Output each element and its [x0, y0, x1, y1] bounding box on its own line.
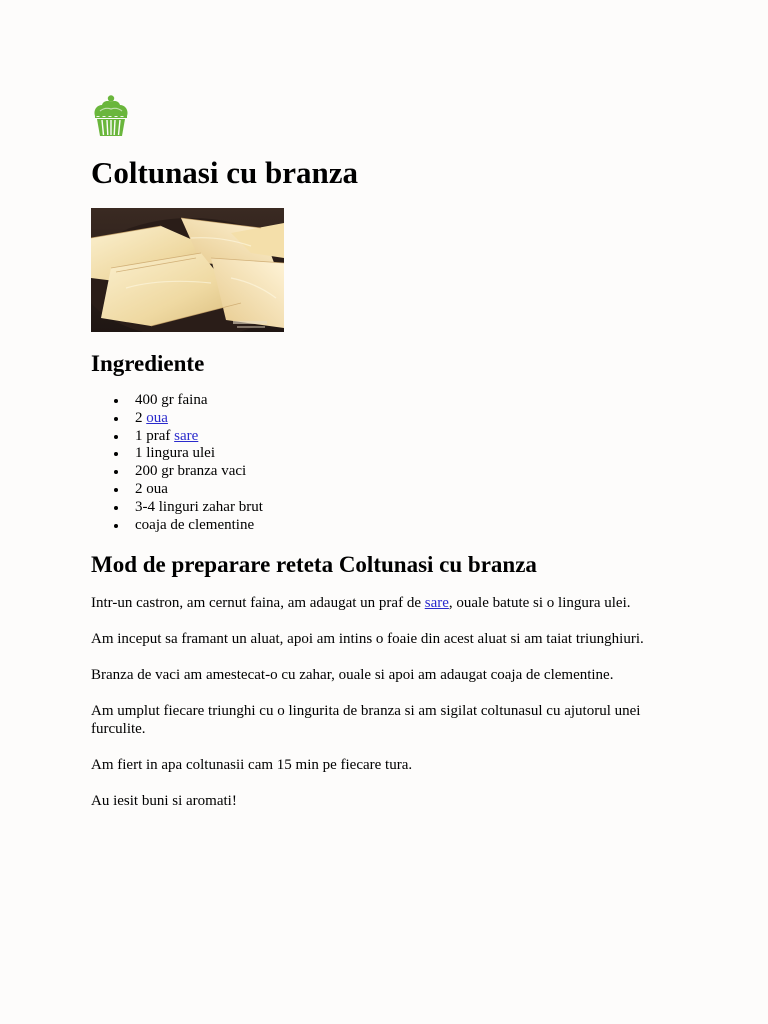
- recipe-photo: [91, 208, 284, 332]
- ingredient-item: [135, 428, 681, 446]
- step-text: Intr-un castron, am cernut faina, am adaugat un praf de: [91, 595, 425, 612]
- step-paragraph: Au iesit buni si aromati!: [91, 793, 237, 810]
- ingredient-text: 1 lingura ulei: [135, 445, 215, 462]
- step-paragraph: Branza de vaci am amestecat-o cu zahar, ouale si apoi am adaugat coaja de clementine.: [91, 667, 614, 684]
- ingredient-text: 2 oua: [135, 480, 168, 497]
- ingredient-item: [135, 463, 681, 481]
- preparation-heading: Mod de preparare reteta Coltunasi cu branza: [91, 552, 537, 578]
- ingredients-heading: Ingrediente: [91, 351, 205, 376]
- ingredient-item: [135, 481, 681, 499]
- step-text: , ouale batute si o lingura ulei.: [448, 595, 631, 612]
- ingredient-item: [135, 499, 681, 517]
- ingredient-item: [135, 517, 681, 535]
- step-paragraph: Am fiert in apa coltunasii cam 15 min pe fiecare tura.: [91, 757, 413, 774]
- ingredient-text: 3-4 linguri zahar brut: [135, 498, 263, 515]
- preparation-steps: [91, 594, 681, 810]
- ingredient-text: coaja de clementine: [135, 516, 255, 533]
- ingredient-item: [135, 410, 681, 428]
- recipe-page: [91, 94, 681, 828]
- step-paragraph: Am umplut fiecare triunghi cu o lingurita de branza si am sigilat coltunasul cu ajutorul unei furculite.: [91, 703, 641, 738]
- ingredient-text: 200 gr branza vaci: [135, 463, 247, 480]
- ingredient-text: 2: [135, 409, 147, 426]
- ingredients-list: [91, 392, 681, 534]
- step-paragraph: [91, 594, 681, 612]
- ingredient-item: [135, 445, 681, 463]
- cupcake-icon: [91, 94, 131, 138]
- ingredient-item: [135, 392, 681, 410]
- ingredient-link-sare[interactable]: sare: [174, 427, 199, 444]
- ingredient-text: 1 praf: [135, 427, 175, 444]
- page-title: Coltunasi cu branza: [91, 155, 358, 190]
- step-link-sare[interactable]: sare: [424, 595, 449, 612]
- ingredient-link-oua[interactable]: oua: [146, 409, 168, 426]
- ingredient-text: 400 gr faina: [135, 392, 208, 408]
- step-paragraph: Am inceput sa framant un aluat, apoi am intins o foaie din acest aluat si am taiat triunghiuri.: [91, 631, 644, 648]
